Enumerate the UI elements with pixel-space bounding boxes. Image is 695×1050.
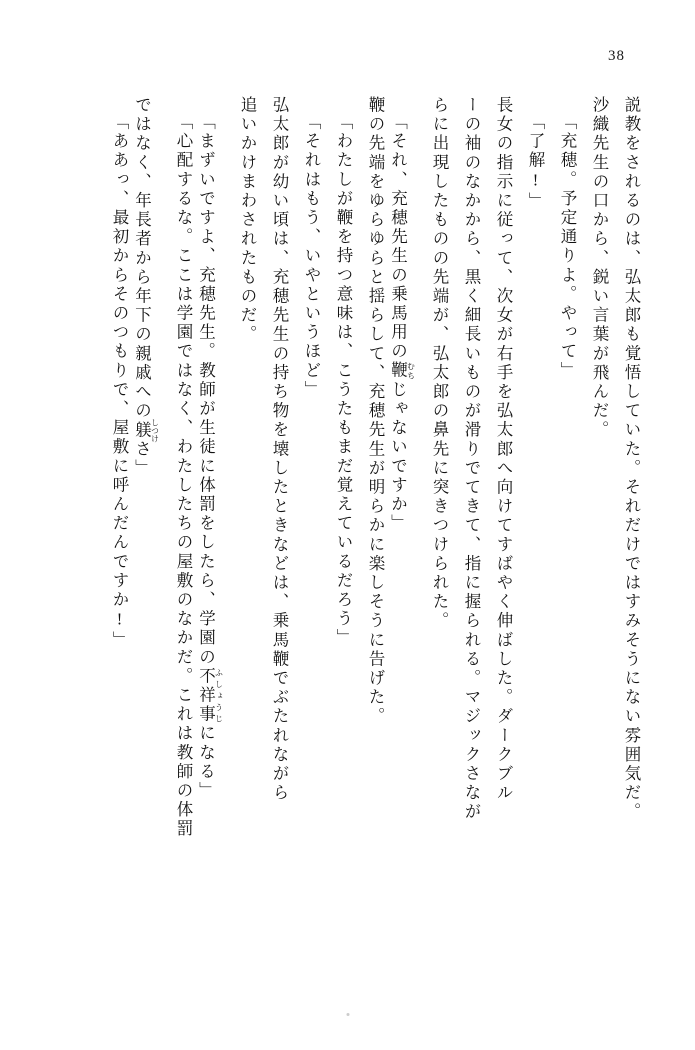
text-line: 「了解!」: [526, 113, 545, 211]
page-number: 38: [608, 48, 625, 64]
text-line: 「それはもう、いやというほど」: [302, 113, 321, 400]
text-line: 「心配するな。ここは学園ではなく、わたしたちの屋敷のなかだ。これは教師の体罰: [174, 113, 193, 839]
footer-dot-mark: [346, 1013, 349, 1016]
text-line: ーの袖のなかから、黒く細長いものが滑りでてきて、指に握られる。マジックさなが: [462, 96, 481, 822]
text-line: 弘太郎が幼い頃は、充穂先生の持ち物を壊したときなどは、乗馬鞭でぶたれながら: [270, 96, 289, 803]
text-line: 追いかけまわされたものだ。: [238, 96, 257, 345]
text-line: 鞭の先端をゆらゆらと揺らして、充穂先生が明らかに楽しそうに告げた。: [366, 96, 385, 727]
text-line: 説教をされるのは、弘太郎も覚悟していた。それだけではすみそうにない雰囲気だ。: [622, 96, 641, 822]
text-line: 「それ、充穂先生の乗馬用の鞭 むちじゃないですか」: [388, 113, 416, 534]
text-line: ではなく、年長者から年下の親戚への躾 しつけさ」: [132, 96, 160, 479]
text-line: 沙織先生の口から、鋭い言葉が飛んだ。: [590, 96, 609, 440]
text-line: 「わたしが鞭を持つ意味は、こうたもまだ覚えているだろう」: [334, 113, 353, 648]
text-line: 「ああっ、最初からそのつもりで、屋敷に呼んだんですか!」: [110, 113, 129, 651]
text-line: 長女の指示に従って、次女が右手を弘太郎へ向けてすばやく伸ばした。ダークブル: [494, 96, 513, 803]
body-text-block: [56, 96, 639, 990]
text-line: 「まずいですよ、充穂先生。教師が生徒に体罰をしたら、学園の不祥事 ふしょうじになる」: [196, 113, 224, 801]
text-line: 「充穂。予定通りよ。やって」: [558, 113, 577, 381]
text-line: らに出現したものの先端が、弘太郎の鼻先に突きつけられた。: [430, 96, 449, 631]
